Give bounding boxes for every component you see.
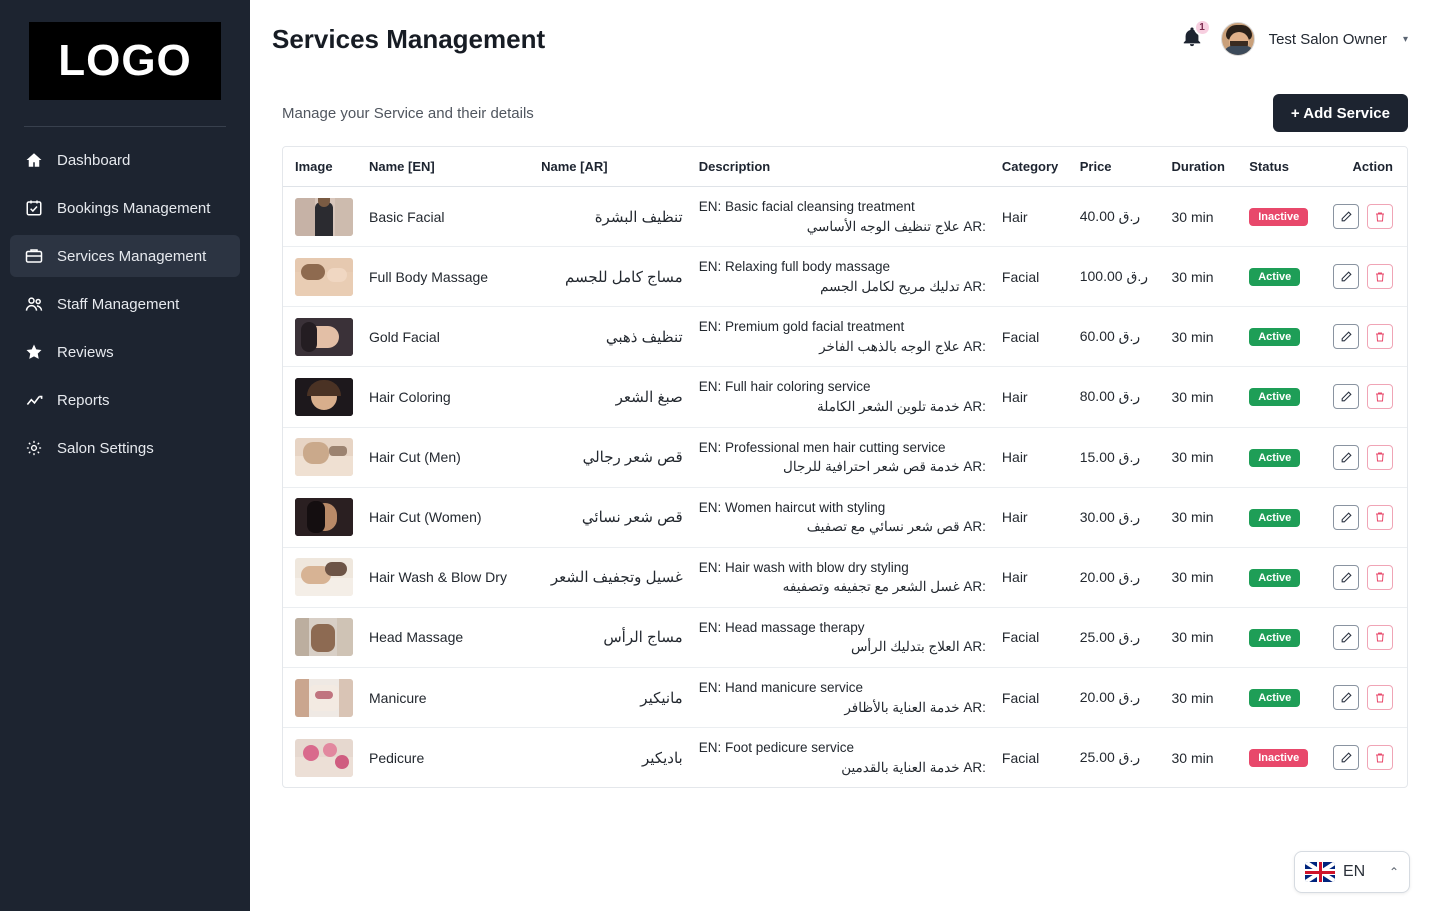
status-badge: Active bbox=[1249, 569, 1300, 587]
delete-service-button[interactable] bbox=[1367, 264, 1393, 289]
edit-service-button[interactable] bbox=[1333, 445, 1359, 470]
description-ar-label: AR: bbox=[963, 579, 986, 595]
service-duration: 30 min bbox=[1163, 487, 1241, 547]
description-ar bbox=[699, 698, 986, 718]
delete-service-button[interactable] bbox=[1367, 384, 1393, 409]
description-ar bbox=[699, 637, 986, 657]
sidebar-item-label: Reviews bbox=[57, 343, 114, 361]
table-row bbox=[283, 668, 1407, 728]
description-ar bbox=[699, 758, 986, 778]
service-price: 40.00 ر.ق bbox=[1072, 187, 1164, 247]
edit-service-button[interactable] bbox=[1333, 384, 1359, 409]
description-en: EN: Hair wash with blow dry styling bbox=[698, 559, 909, 575]
column-header-status: Status bbox=[1241, 147, 1321, 187]
description-ar-label: AR: bbox=[963, 338, 986, 354]
chevron-down-icon[interactable]: ▾ bbox=[1402, 33, 1408, 45]
service-price: 15.00 ر.ق bbox=[1072, 427, 1164, 487]
delete-service-button[interactable] bbox=[1367, 505, 1393, 530]
main-content bbox=[250, 0, 1440, 911]
description-ar-text: خدمة تلوين الشعر الكاملة bbox=[817, 398, 960, 414]
avatar[interactable] bbox=[1221, 22, 1255, 56]
sidebar bbox=[0, 0, 250, 911]
column-header-image: Image bbox=[283, 147, 361, 187]
service-thumbnail bbox=[295, 739, 353, 777]
service-thumbnail bbox=[295, 679, 353, 717]
description-en: EN: Women haircut with styling bbox=[698, 499, 886, 515]
sidebar-item-salon-settings[interactable] bbox=[10, 427, 240, 469]
sidebar-item-label: Salon Settings bbox=[57, 439, 154, 457]
description-ar-label: AR: bbox=[963, 278, 986, 294]
edit-service-button[interactable] bbox=[1333, 264, 1359, 289]
service-thumbnail bbox=[295, 318, 353, 356]
users-icon bbox=[24, 294, 44, 314]
status-badge: Active bbox=[1249, 388, 1300, 406]
service-name-ar: قص شعر نسائي bbox=[533, 487, 691, 547]
description-ar-label: AR: bbox=[963, 519, 986, 535]
service-description bbox=[691, 668, 994, 728]
service-description bbox=[691, 547, 994, 607]
delete-service-button[interactable] bbox=[1367, 745, 1393, 770]
delete-service-button[interactable] bbox=[1367, 324, 1393, 349]
service-description bbox=[691, 427, 994, 487]
description-ar bbox=[699, 517, 986, 537]
description-ar bbox=[699, 217, 986, 237]
service-duration: 30 min bbox=[1163, 367, 1241, 427]
service-name-ar: باديكير bbox=[642, 749, 683, 767]
edit-service-button[interactable] bbox=[1333, 745, 1359, 770]
status-badge: Active bbox=[1249, 328, 1300, 346]
description-ar bbox=[699, 457, 986, 477]
notifications-button[interactable] bbox=[1177, 24, 1207, 54]
delete-service-button[interactable] bbox=[1367, 625, 1393, 650]
description-en: EN: Head massage therapy bbox=[698, 619, 865, 635]
service-name-en: Hair Cut (Men) bbox=[361, 427, 533, 487]
services-table bbox=[283, 147, 1407, 787]
status-badge: Active bbox=[1249, 689, 1300, 707]
service-duration: 30 min bbox=[1163, 607, 1241, 667]
topbar-right bbox=[1177, 22, 1408, 56]
sidebar-item-dashboard[interactable] bbox=[10, 139, 240, 181]
service-name-en: Gold Facial bbox=[361, 307, 533, 367]
table-row bbox=[283, 427, 1407, 487]
description-ar bbox=[699, 397, 986, 417]
column-header-category: Category bbox=[994, 147, 1072, 187]
service-name-en: Hair Wash & Blow Dry bbox=[361, 547, 533, 607]
service-name-ar: غسيل وتجفيف الشعر bbox=[533, 547, 691, 607]
description-ar bbox=[699, 337, 986, 357]
table-header bbox=[283, 147, 1407, 187]
service-name-ar: صبغ الشعر bbox=[533, 367, 691, 427]
service-price: 25.00 ر.ق bbox=[1072, 607, 1164, 667]
table-row bbox=[283, 547, 1407, 607]
chart-line-icon bbox=[24, 390, 44, 410]
sidebar-item-services-management[interactable] bbox=[10, 235, 240, 277]
service-price: 100.00 ر.ق bbox=[1072, 247, 1164, 307]
service-description bbox=[691, 607, 994, 667]
sidebar-item-label: Services Management bbox=[57, 247, 207, 265]
description-ar-label: AR: bbox=[963, 218, 986, 234]
service-name-en: Hair Cut (Women) bbox=[361, 487, 533, 547]
service-price: 20.00 ر.ق bbox=[1072, 668, 1164, 728]
description-ar-text: خدمة قص شعر احترافية للرجال bbox=[783, 459, 960, 475]
description-en: EN: Relaxing full body massage bbox=[698, 259, 891, 275]
chevron-up-icon: ⌃ bbox=[1388, 865, 1399, 879]
description-ar bbox=[699, 277, 986, 297]
logo-container bbox=[0, 0, 250, 100]
service-name-ar: مساج الرأس bbox=[533, 607, 691, 667]
delete-service-button[interactable] bbox=[1367, 565, 1393, 590]
service-description bbox=[691, 307, 994, 367]
status-badge: Active bbox=[1249, 449, 1300, 467]
sidebar-item-label: Dashboard bbox=[57, 151, 131, 169]
service-name-en: Manicure bbox=[361, 668, 533, 728]
description-ar-text: علاج الوجه بالذهب الفاخر bbox=[819, 338, 960, 354]
table-row bbox=[283, 307, 1407, 367]
description-ar-text: العلاج بتدليك الرأس bbox=[850, 639, 960, 655]
service-name-en: Hair Coloring bbox=[361, 367, 533, 427]
service-category: Hair bbox=[994, 427, 1072, 487]
service-thumbnail bbox=[295, 498, 353, 536]
column-header-price: Price bbox=[1072, 147, 1164, 187]
description-ar-text: علاج تنظيف الوجه الأساسي bbox=[806, 218, 960, 234]
sidebar-item-staff-management[interactable] bbox=[10, 283, 240, 325]
service-name-en: Head Massage bbox=[361, 607, 533, 667]
table-row bbox=[283, 187, 1407, 247]
service-category: Hair bbox=[994, 487, 1072, 547]
service-category: Facial bbox=[1001, 749, 1040, 766]
service-name-ar: مانيكير bbox=[533, 668, 691, 728]
service-price: 60.00 ر.ق bbox=[1072, 307, 1164, 367]
calendar-check-icon bbox=[24, 198, 44, 218]
topbar bbox=[250, 0, 1440, 78]
sidebar-item-label: Bookings Management bbox=[57, 199, 211, 217]
logo-text: LOGO bbox=[58, 36, 192, 85]
edit-service-button[interactable] bbox=[1333, 505, 1359, 530]
service-category: Facial bbox=[994, 247, 1072, 307]
description-ar-text: غسل الشعر مع تجفيفه وتصفيفه bbox=[782, 579, 960, 595]
column-header-action: Action bbox=[1321, 147, 1407, 187]
service-price: 20.00 ر.ق bbox=[1072, 547, 1164, 607]
service-duration: 30 min bbox=[1171, 749, 1214, 766]
service-category: Hair bbox=[994, 187, 1072, 247]
subheader-description: Manage your Service and their details bbox=[282, 104, 534, 122]
services-table-card bbox=[282, 146, 1408, 788]
service-name-en: Pedicure bbox=[369, 749, 425, 766]
sidebar-divider bbox=[24, 126, 226, 127]
service-duration: 30 min bbox=[1163, 187, 1241, 247]
description-ar-text: تدليك مريح لكامل الجسم bbox=[820, 278, 960, 294]
status-badge: Active bbox=[1249, 268, 1300, 286]
service-thumbnail bbox=[295, 258, 353, 296]
edit-service-button[interactable] bbox=[1333, 204, 1359, 229]
service-thumbnail bbox=[295, 378, 353, 416]
status-badge: Inactive bbox=[1249, 749, 1308, 767]
service-name-ar: مساج كامل للجسم bbox=[533, 247, 691, 307]
service-description bbox=[691, 247, 994, 307]
home-icon bbox=[24, 150, 44, 170]
service-duration: 30 min bbox=[1163, 668, 1241, 728]
sidebar-nav bbox=[0, 139, 250, 469]
table-row bbox=[283, 607, 1407, 667]
description-ar-label: AR: bbox=[963, 759, 986, 775]
gear-icon bbox=[24, 438, 44, 458]
logo-box bbox=[29, 22, 221, 100]
edit-service-button[interactable] bbox=[1333, 324, 1359, 349]
sidebar-item-reviews[interactable] bbox=[10, 331, 240, 373]
service-category: Hair bbox=[994, 367, 1072, 427]
edit-service-button[interactable] bbox=[1333, 625, 1359, 650]
status-badge: Inactive bbox=[1249, 208, 1308, 226]
language-selector[interactable] bbox=[1294, 851, 1410, 893]
service-category: Facial bbox=[994, 668, 1072, 728]
user-name: Test Salon Owner bbox=[1268, 30, 1387, 48]
service-price: 30.00 ر.ق bbox=[1072, 487, 1164, 547]
briefcase-icon bbox=[24, 246, 44, 266]
column-header-name-en: Name [EN] bbox=[361, 147, 533, 187]
service-thumbnail bbox=[295, 198, 353, 236]
description-ar-label: AR: bbox=[963, 639, 986, 655]
edit-service-button[interactable] bbox=[1333, 565, 1359, 590]
service-thumbnail bbox=[295, 558, 353, 596]
service-description bbox=[691, 367, 994, 427]
table-row bbox=[283, 367, 1407, 427]
description-ar-text: قص شعر نسائي مع تصفيف bbox=[806, 519, 960, 535]
column-header-name-ar: Name [AR] bbox=[533, 147, 691, 187]
status-badge: Active bbox=[1249, 629, 1300, 647]
service-name-en: Basic Facial bbox=[361, 187, 533, 247]
description-ar bbox=[699, 577, 986, 597]
service-thumbnail bbox=[295, 618, 353, 656]
language-label: EN bbox=[1343, 863, 1366, 880]
service-duration: 30 min bbox=[1163, 547, 1241, 607]
description-en: EN: Full hair coloring service bbox=[698, 379, 871, 395]
service-description bbox=[691, 487, 994, 547]
service-description bbox=[691, 728, 994, 788]
description-en: EN: Premium gold facial treatment bbox=[698, 319, 905, 335]
column-header-description: Description bbox=[691, 147, 994, 187]
service-duration: 30 min bbox=[1163, 427, 1241, 487]
notification-badge: 1 bbox=[1194, 19, 1211, 36]
column-header-duration: Duration bbox=[1163, 147, 1241, 187]
table-row bbox=[283, 728, 1407, 788]
service-duration: 30 min bbox=[1163, 307, 1241, 367]
description-en: EN: Professional men hair cutting service bbox=[698, 439, 946, 455]
service-name-ar: تنظيف ذهبي bbox=[533, 307, 691, 367]
add-service-button[interactable]: + Add Service bbox=[1273, 94, 1408, 132]
service-price: 25.00 ر.ق bbox=[1079, 749, 1141, 766]
delete-service-button[interactable] bbox=[1367, 445, 1393, 470]
description-en: EN: Basic facial cleansing treatment bbox=[698, 199, 915, 214]
subheader bbox=[250, 78, 1440, 146]
table-body bbox=[283, 187, 1407, 788]
service-description bbox=[691, 187, 994, 247]
service-name-ar: قص شعر رجالي bbox=[533, 427, 691, 487]
service-category: Hair bbox=[994, 547, 1072, 607]
status-badge: Active bbox=[1249, 509, 1300, 527]
service-name-en: Full Body Massage bbox=[361, 247, 533, 307]
sidebar-item-label: Reports bbox=[57, 391, 110, 409]
sidebar-item-label: Staff Management bbox=[57, 295, 180, 313]
delete-service-button[interactable] bbox=[1367, 204, 1393, 229]
service-category: Facial bbox=[994, 607, 1072, 667]
description-ar-text: خدمة العناية بالأظافر bbox=[844, 699, 960, 715]
service-thumbnail bbox=[295, 438, 353, 476]
edit-service-button[interactable] bbox=[1333, 685, 1359, 710]
description-ar-label: AR: bbox=[963, 459, 986, 475]
star-icon bbox=[24, 342, 44, 362]
sidebar-item-bookings-management[interactable] bbox=[10, 187, 240, 229]
description-en: EN: Foot pedicure service bbox=[698, 740, 855, 756]
uk-flag-icon bbox=[1305, 862, 1335, 882]
table-header-row bbox=[283, 147, 1407, 187]
service-duration: 30 min bbox=[1163, 247, 1241, 307]
description-ar-label: AR: bbox=[963, 398, 986, 414]
description-ar-text: خدمة العناية بالقدمين bbox=[841, 759, 960, 775]
table-row bbox=[283, 487, 1407, 547]
sidebar-item-reports[interactable] bbox=[10, 379, 240, 421]
delete-service-button[interactable] bbox=[1367, 685, 1393, 710]
service-name-ar: تنظيف البشرة bbox=[533, 187, 691, 247]
page-title: Services Management bbox=[272, 23, 546, 54]
description-en: EN: Hand manicure service bbox=[698, 680, 864, 695]
description-ar-label: AR: bbox=[963, 699, 986, 715]
table-row bbox=[283, 247, 1407, 307]
service-category: Facial bbox=[994, 307, 1072, 367]
service-price: 80.00 ر.ق bbox=[1072, 367, 1164, 427]
